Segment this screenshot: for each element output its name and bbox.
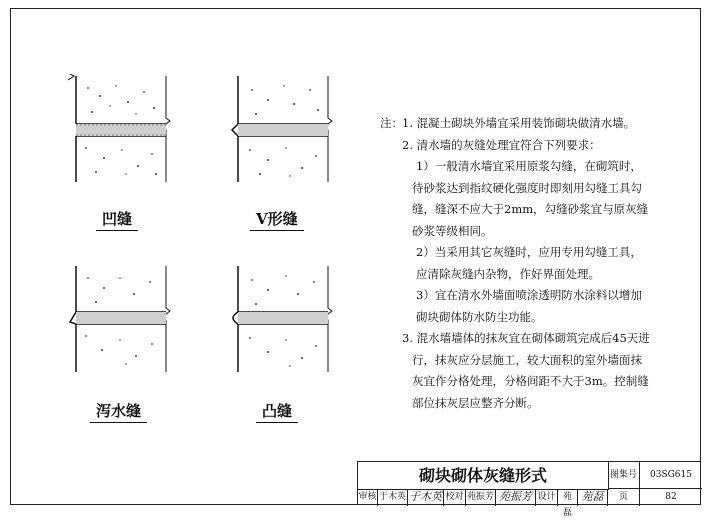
detail-weathered-joint bbox=[66, 264, 178, 420]
notes-block bbox=[380, 113, 670, 414]
note-line: 3. 混水墙墙体的抹灰宜在砌体砌筑完成后45天进 bbox=[402, 331, 650, 345]
note-line: 行，抹灰应分层施工，较大面积的室外墙面抹 bbox=[412, 352, 642, 367]
check-label: 校对 bbox=[444, 489, 466, 506]
note-line: 砂浆等级相同。 bbox=[412, 223, 493, 238]
concave-joint-label: 凹缝 bbox=[96, 208, 138, 231]
note-line: 1）一般清水墙宜采用原浆勾缝，在砌筑时， bbox=[416, 159, 642, 173]
note-line: 部位抹灰层应整齐分断。 bbox=[412, 395, 539, 410]
page-label: 页 bbox=[608, 489, 640, 506]
atlas-number: 03SG615 bbox=[640, 462, 702, 489]
note-line: 缝，缝深不应大于2mm，勾缝砂浆宜与原灰缝 bbox=[412, 202, 649, 216]
title-block bbox=[357, 461, 701, 518]
checker-name: 苑振芳 bbox=[466, 489, 496, 506]
v-joint-drawing bbox=[228, 74, 340, 184]
checker-signature: 苑振芳 bbox=[496, 489, 536, 506]
convex-joint-drawing bbox=[228, 264, 340, 374]
design-label: 设计 bbox=[536, 489, 558, 506]
convex-joint-label: 凸缝 bbox=[256, 400, 298, 423]
weathered-joint-label: 泻水缝 bbox=[90, 400, 147, 423]
v-joint-label: V形缝 bbox=[250, 208, 304, 231]
note-line: 应清除灰缝内杂物，作好界面处理。 bbox=[416, 266, 600, 281]
note-line: 砌块砌体防水防尘功能。 bbox=[416, 309, 543, 324]
designer-name: 苑 磊 bbox=[558, 489, 578, 506]
detail-convex-joint bbox=[228, 264, 340, 420]
reviewer-signature: 于木英 bbox=[408, 489, 444, 506]
detail-concave-joint bbox=[66, 74, 178, 228]
atlas-label: 图集号 bbox=[608, 462, 640, 489]
note-line: 注： 1. 混凝土砌块外墙宜采用装饰砌块做清水墙。 bbox=[380, 113, 670, 135]
designer-signature: 苑磊 bbox=[578, 489, 608, 506]
note-line: 待砂浆达到指纹硬化强度时即刻用勾缝工具勾 bbox=[412, 180, 642, 195]
notes-prefix: 注： bbox=[380, 116, 403, 130]
review-label: 审核 bbox=[358, 489, 378, 506]
note-line: 2）当采用其它灰缝时，应用专用勾缝工具， bbox=[416, 245, 642, 259]
detail-v-joint bbox=[228, 74, 340, 228]
page-number: 82 bbox=[665, 492, 677, 502]
weathered-joint-drawing bbox=[66, 264, 178, 374]
reviewer-name: 于木英 bbox=[378, 489, 408, 506]
note-line: 灰宜作分格处理，分格间距不大于3m。控制缝 bbox=[412, 374, 649, 388]
drawing-title: 砌块砌体灰缝形式 bbox=[358, 462, 609, 490]
note-line: 2. 清水墙的灰缝处理宜符合下列要求： bbox=[402, 137, 601, 152]
note-line: 3）宜在清水外墙面喷涂透明防水涂料以增加 bbox=[416, 288, 642, 302]
concave-joint-drawing bbox=[66, 74, 178, 184]
